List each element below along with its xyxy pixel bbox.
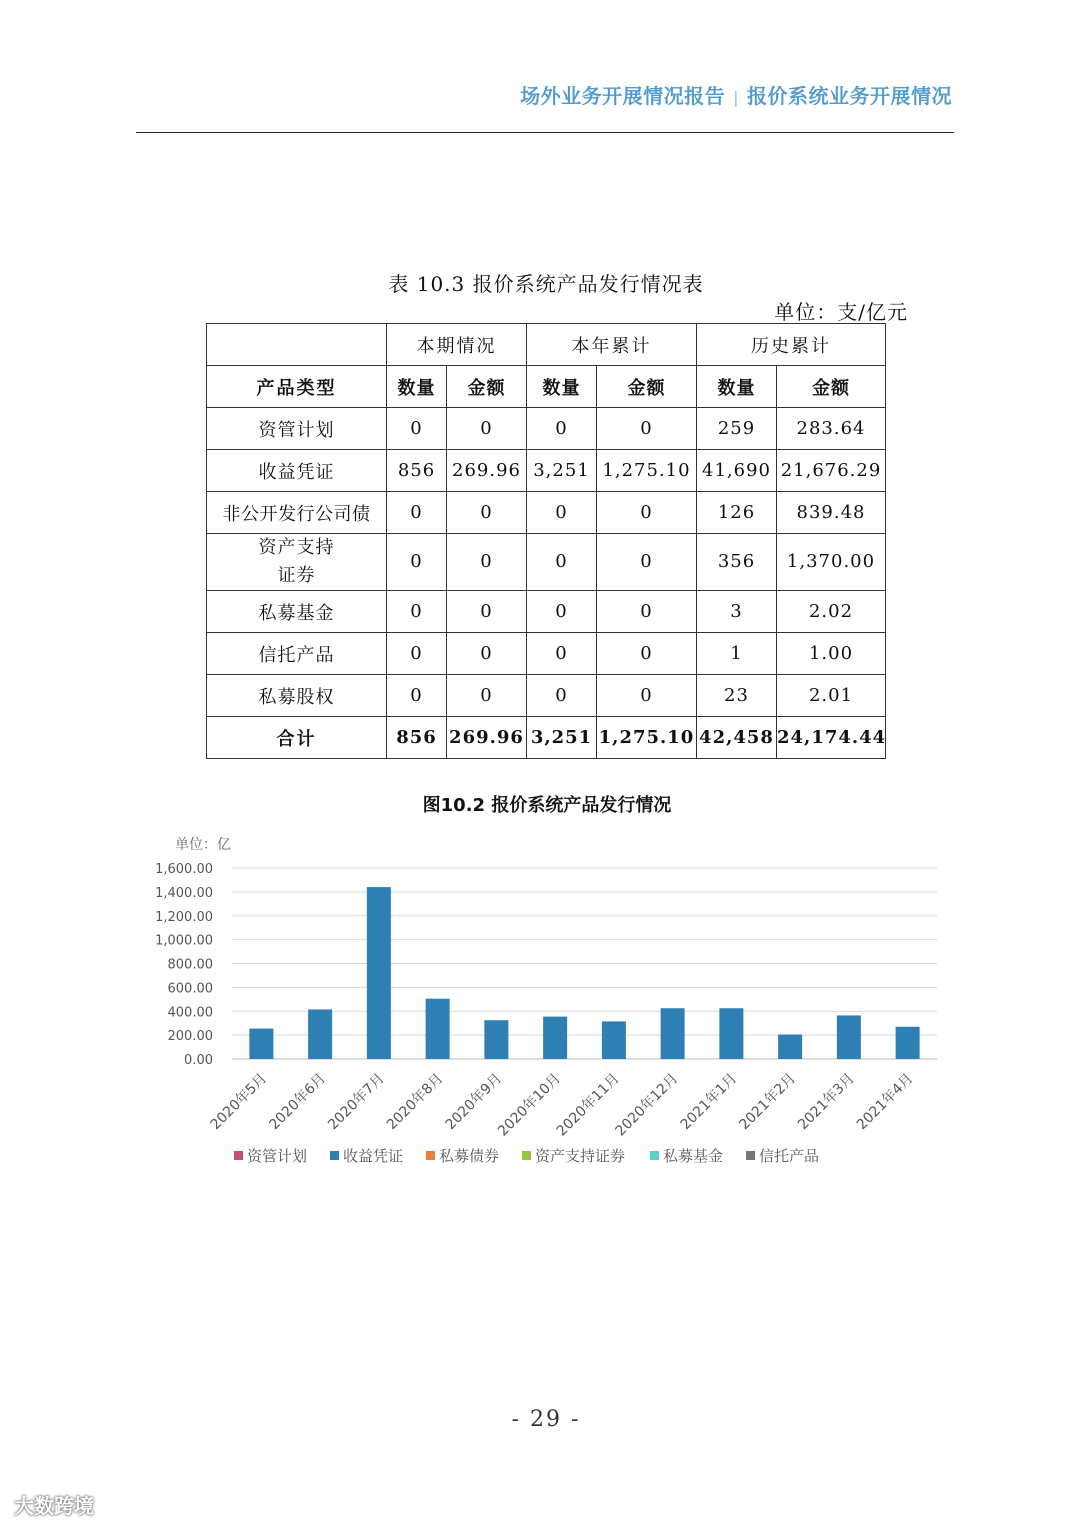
legend-swatch [650, 1151, 659, 1160]
x-tick-label: 2020年9月 [442, 1070, 506, 1134]
sub-header-cell: 数量 [527, 366, 597, 408]
table-cell: 0 [597, 492, 697, 534]
legend-swatch [426, 1151, 435, 1160]
bar [602, 1021, 626, 1059]
table-cell: 0 [527, 633, 597, 675]
table-cell: 24,174.44 [777, 717, 886, 759]
sub-header-cell: 金额 [597, 366, 697, 408]
table-cell: 0 [447, 408, 527, 450]
table-cell: 856 [387, 450, 447, 492]
legend-entry: 私募债券 [439, 1147, 500, 1165]
legend-swatch [330, 1151, 339, 1160]
sub-header-cell: 金额 [777, 366, 886, 408]
table-title: 表 10.3 报价系统产品发行情况表 [388, 272, 704, 296]
sub-header-cell: 数量 [387, 366, 447, 408]
row-header-label: 产品类型 [207, 366, 387, 408]
x-tick-label: 2020年8月 [383, 1070, 447, 1134]
product-type-cell: 收益凭证 [207, 450, 387, 492]
table-cell: 856 [387, 717, 447, 759]
bar [484, 1020, 508, 1059]
table-cell: 0 [447, 591, 527, 633]
table-cell: 0 [387, 492, 447, 534]
table-unit: 单位：支/亿元 [774, 300, 908, 324]
table-cell: 41,690 [697, 450, 777, 492]
bar [249, 1029, 273, 1059]
table-cell: 839.48 [777, 492, 886, 534]
bar [837, 1015, 861, 1059]
table-cell: 0 [387, 408, 447, 450]
x-tick-label: 2020年5月 [207, 1070, 271, 1134]
table-cell: 1,275.10 [597, 450, 697, 492]
table-cell: 1.00 [777, 633, 886, 675]
y-tick-label: 400.00 [167, 1005, 213, 1021]
table-cell: 0 [597, 591, 697, 633]
page-number: - 29 - [511, 1407, 581, 1432]
table-cell: 1 [697, 633, 777, 675]
legend-entry: 信托产品 [759, 1147, 820, 1165]
y-tick-label: 1,400.00 [155, 885, 213, 901]
legend-swatch [522, 1151, 531, 1160]
table-cell: 0 [597, 534, 697, 591]
legend-entry: 收益凭证 [343, 1147, 404, 1165]
sub-header-cell: 金额 [447, 366, 527, 408]
table-cell: 0 [387, 675, 447, 717]
table-cell: 3 [697, 591, 777, 633]
group-header-ytd: 本年累计 [527, 324, 697, 366]
bar [661, 1008, 685, 1059]
table-cell: 259 [697, 408, 777, 450]
table-cell: 269.96 [447, 450, 527, 492]
running-header-right: 报价系统业务开展情况 [747, 84, 952, 108]
table-cell: 1,275.10 [597, 717, 697, 759]
bar [426, 999, 450, 1059]
running-header-left: 场外业务开展情况报告 [520, 84, 726, 108]
table-cell: 356 [697, 534, 777, 591]
table-cell: 0 [597, 675, 697, 717]
y-tick-label: 0.00 [184, 1053, 213, 1068]
chart-unit-label: 单位：亿 [175, 837, 231, 853]
table-cell: 1,370.00 [777, 534, 886, 591]
legend-entry: 私募基金 [663, 1147, 724, 1165]
table-cell: 0 [527, 591, 597, 633]
product-type-line: 证券 [277, 565, 316, 586]
bar [308, 1009, 332, 1059]
x-tick-label: 2020年6月 [266, 1070, 329, 1134]
watermark [14, 1490, 94, 1519]
table-cell: 0 [527, 408, 597, 450]
bar [778, 1035, 802, 1059]
group-header-current: 本期情况 [387, 324, 527, 366]
x-tick-label: 2020年11月 [553, 1070, 623, 1140]
table-cell: 0 [527, 534, 597, 591]
table-cell: 0 [387, 534, 447, 591]
table-cell: 126 [697, 492, 777, 534]
table-cell: 0 [447, 492, 527, 534]
y-tick-label: 200.00 [167, 1029, 213, 1045]
legend-swatch [746, 1151, 755, 1160]
product-type-cell: 私募基金 [207, 591, 387, 633]
bar [543, 1017, 567, 1059]
product-type-cell: 资管计划 [207, 408, 387, 450]
table-cell: 23 [697, 675, 777, 717]
total-label-cell: 合计 [207, 717, 387, 759]
table-cell: 269.96 [447, 717, 527, 759]
legend-swatch [234, 1151, 243, 1160]
legend-entry: 资产支持证券 [535, 1147, 626, 1165]
running-header-separator: | [733, 88, 739, 107]
x-tick-label: 2021年2月 [736, 1070, 799, 1134]
chart-title: 图10.2 报价系统产品发行情况 [422, 795, 672, 816]
product-type-cell: 私募股权 [207, 675, 387, 717]
y-tick-label: 1,000.00 [155, 933, 213, 949]
x-tick-label: 2021年1月 [677, 1070, 741, 1134]
table-cell: 3,251 [527, 450, 597, 492]
bar [896, 1027, 920, 1059]
y-tick-label: 1,600.00 [155, 862, 213, 877]
table-cell: 42,458 [697, 717, 777, 759]
x-tick-label: 2020年10月 [495, 1070, 564, 1140]
legend-entry: 资管计划 [247, 1147, 308, 1165]
table-cell: 21,676.29 [777, 450, 886, 492]
table-cell: 0 [527, 675, 597, 717]
bar [719, 1008, 743, 1059]
table-cell: 0 [447, 633, 527, 675]
product-type-cell: 非公开发行公司债 [207, 492, 387, 534]
product-type-cell: 信托产品 [207, 633, 387, 675]
sub-header-cell: 数量 [697, 366, 777, 408]
y-tick-label: 800.00 [167, 957, 213, 973]
x-tick-label: 2020年7月 [325, 1070, 388, 1134]
group-header-historical: 历史累计 [697, 324, 886, 366]
table-cell: 0 [387, 591, 447, 633]
table-cell: 0 [527, 492, 597, 534]
bar [367, 887, 391, 1059]
x-tick-label: 2020年12月 [612, 1070, 682, 1140]
table-cell: 0 [597, 633, 697, 675]
product-type-line: 资产支持 [258, 537, 335, 558]
y-tick-label: 600.00 [167, 981, 213, 997]
y-tick-label: 1,200.00 [155, 909, 213, 925]
x-tick-label: 2021年3月 [795, 1070, 858, 1134]
table-cell: 0 [597, 408, 697, 450]
table-cell: 283.64 [777, 408, 886, 450]
x-tick-label: 2021年4月 [853, 1070, 917, 1134]
table-cell: 2.02 [777, 591, 886, 633]
table-cell: 0 [447, 675, 527, 717]
table-cell: 0 [387, 633, 447, 675]
table-cell: 0 [447, 534, 527, 591]
watermark-text: 大数跨境 [14, 1494, 94, 1518]
table-cell: 3,251 [527, 717, 597, 759]
table-cell: 2.01 [777, 675, 886, 717]
